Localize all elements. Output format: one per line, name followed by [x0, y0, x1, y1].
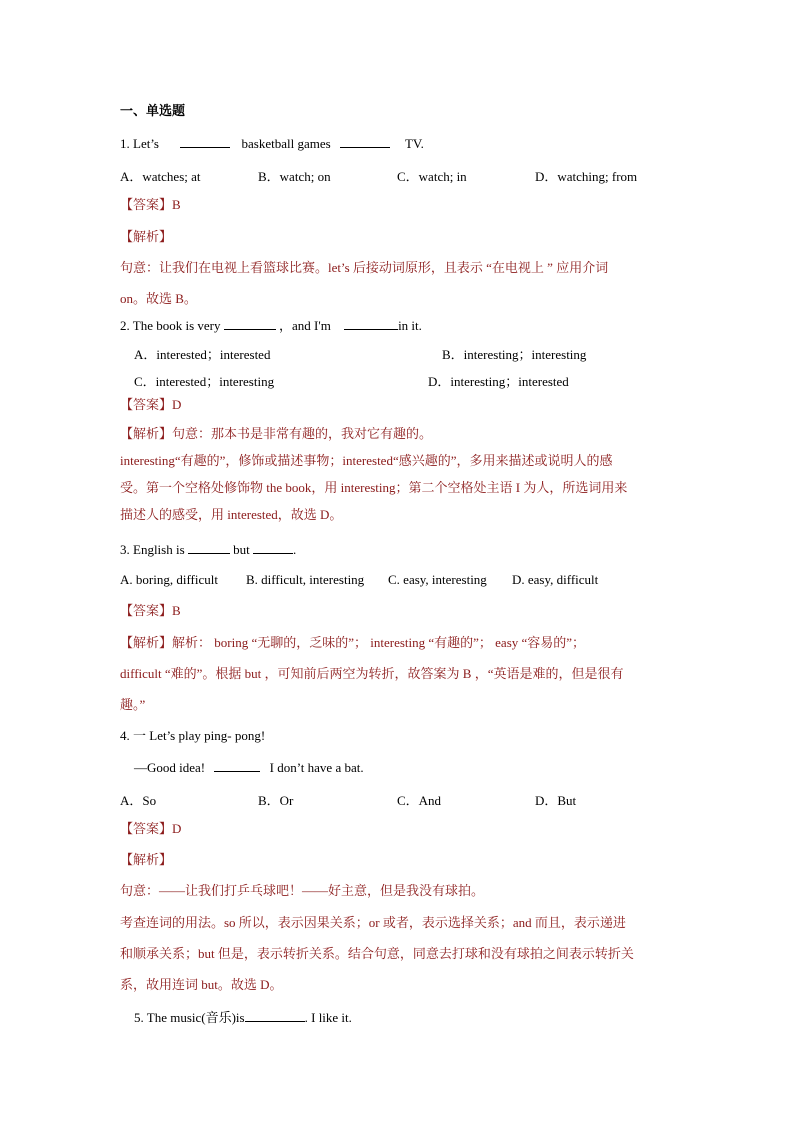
q2-analysis-first	[120, 426, 432, 442]
q1-option-a: A．watches; at	[120, 169, 201, 184]
q2-answer: 【答案】D	[120, 397, 182, 412]
q2-analysis-line: 句意：那本书是非常有趣的，我对它有趣的。	[172, 426, 433, 441]
q3-blank-2	[253, 541, 293, 554]
question-4-stem: 4. 一 Let’s play ping- pong!	[120, 728, 266, 743]
q2-analysis-line: 描述人的感受，用 interested，故选 D。	[120, 507, 343, 522]
q2-option-c: C．interested；interesting	[134, 374, 275, 389]
q2-analysis-line: interesting“有趣的”，修饰或描述事物；interested“感兴趣的”，多用来描述或说明人的感	[120, 453, 613, 468]
question-2-stem	[120, 317, 422, 334]
question-1-stem	[120, 135, 424, 152]
q2-option-d: D．interesting；interested	[428, 374, 569, 389]
q3-stem-part: .	[293, 542, 297, 557]
q3-option-b: B. difficult, interesting	[246, 572, 365, 587]
q4-blank	[214, 759, 260, 772]
q4-analysis-line: 系，故用连词 but。故选 D。	[120, 977, 283, 992]
q4-stem-part: I don’t have a bat.	[269, 760, 364, 775]
q2-blank-2	[344, 317, 398, 330]
q1-analysis-label: 【解析】	[120, 229, 173, 244]
q5-stem-part: 5. The music(音乐)is	[134, 1010, 245, 1025]
q4-analysis-line: 考查连词的用法。so 所以，表示因果关系；or 或者，表示选择关系；and 而且，表示递进	[120, 915, 626, 930]
q2-option-a: A．interested；interested	[134, 347, 271, 362]
q3-analysis-first	[120, 635, 585, 651]
q3-answer: 【答案】B	[120, 603, 181, 618]
q2-analysis-line: 受。第一个空格处修饰物 the book，用 interesting；第二个空格处主语 I 为人，所选词用来	[120, 480, 628, 495]
q3-analysis-label: 【解析】	[120, 635, 173, 650]
q3-analysis-line: 解析： boring “无聊的，乏味的”； interesting “有趣的”； easy “容易的”；	[172, 635, 586, 650]
q1-option-b: B．watch; on	[258, 169, 331, 184]
q1-blank-2	[340, 135, 390, 148]
q1-blank-1	[180, 135, 230, 148]
q3-analysis-line: 趣。”	[120, 697, 146, 712]
section-title: 一、单选题	[120, 103, 186, 118]
q1-answer: 【答案】B	[120, 197, 181, 212]
question-3-stem	[120, 541, 296, 558]
question-5-stem	[134, 1009, 352, 1026]
q2-blank-1	[224, 317, 276, 330]
q3-blank-1	[188, 541, 230, 554]
q4-stem-part: —Good idea!	[134, 760, 206, 775]
q4-analysis-line: 和顺承关系；but 但是，表示转折关系。结合句意，同意去打球和没有球拍之间表示转折关	[120, 946, 634, 961]
q4-option-b: B．Or	[258, 793, 294, 808]
q5-stem-part: . I like it.	[304, 1010, 352, 1025]
q1-stem-part: basketball games	[241, 136, 331, 151]
q4-analysis-line: 句意：——让我们打乒乓球吧！——好主意，但是我没有球拍。	[120, 883, 485, 898]
q2-option-b: B．interesting；interesting	[442, 347, 587, 362]
q2-analysis-label: 【解析】	[120, 426, 173, 441]
q3-option-a: A. boring, difficult	[120, 572, 218, 587]
q3-stem-part: but	[233, 542, 250, 557]
q1-stem-part: TV.	[404, 136, 424, 151]
q1-option-d: D．watching; from	[535, 169, 638, 184]
question-4-stem-line-2	[134, 759, 364, 776]
q1-analysis-line: on。故选 B。	[120, 291, 197, 306]
q4-answer: 【答案】D	[120, 821, 182, 836]
q2-stem-part: 2. The book is very	[120, 318, 221, 333]
q3-analysis-line: difficult “难的”。根据 but ，可知前后两空为转折，故答案为 B ，“英语是难的，但是很有	[120, 666, 624, 681]
q2-stem-part: ，and I'm	[279, 318, 331, 333]
q2-stem-part: in it.	[398, 318, 422, 333]
q1-option-c: C．watch; in	[397, 169, 467, 184]
q5-blank	[245, 1009, 305, 1022]
q4-option-d: D．But	[535, 793, 577, 808]
q1-stem-part: 1. Let’s	[120, 136, 159, 151]
q4-option-c: C．And	[397, 793, 442, 808]
q3-stem-part: 3. English is	[120, 542, 185, 557]
q1-analysis-line: 句意：让我们在电视上看篮球比赛。let’s 后接动词原形，且表示 “在电视上 ” 应用介词	[120, 260, 609, 275]
q4-option-a: A．So	[120, 793, 157, 808]
q3-option-c: C. easy, interesting	[388, 572, 487, 587]
q4-analysis-label: 【解析】	[120, 852, 173, 867]
q3-option-d: D. easy, difficult	[512, 572, 599, 587]
